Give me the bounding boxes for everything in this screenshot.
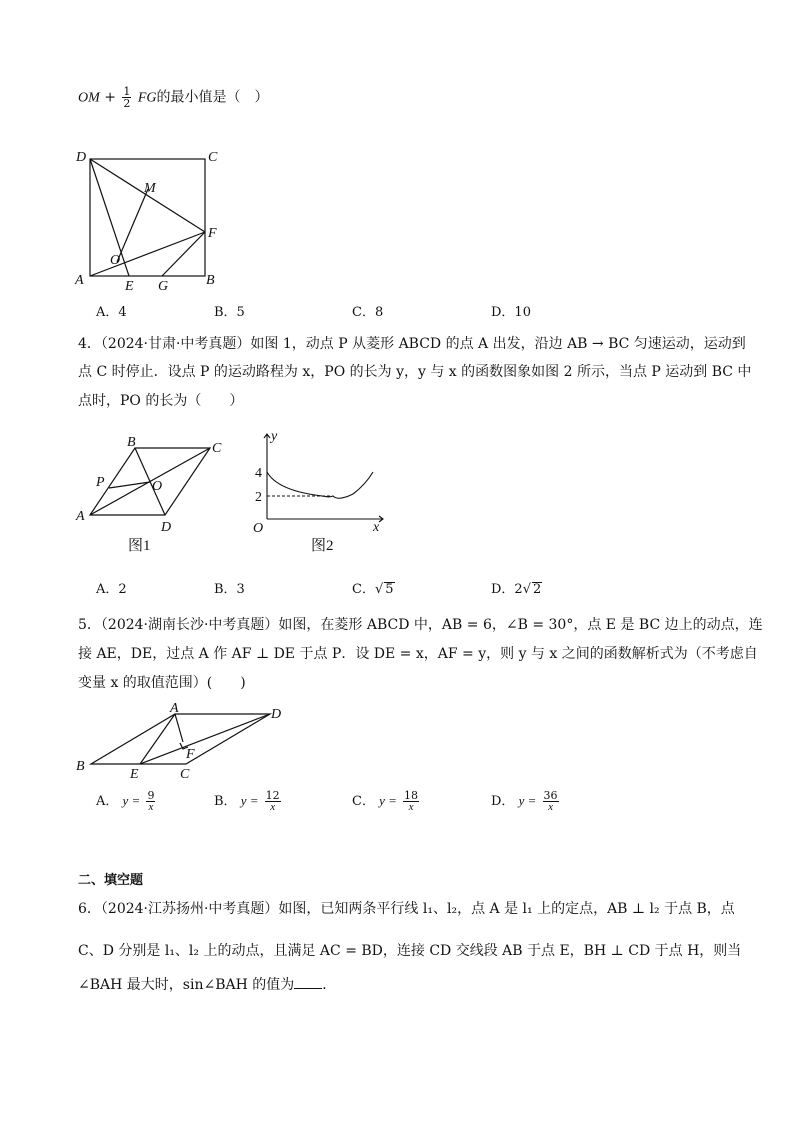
q5-option-c[interactable] [352,790,421,813]
q6-stem-line2: C、D 分别是 l₁、l₂ 上的动点，且满足 AC = BD，连接 CD 交线段 AB 于点 E，BH ⊥ CD 于点 H，则当 [78,943,742,959]
q5-option-d-num: 36 [543,789,558,802]
q4-fig1-label-o: O [152,479,163,494]
q5-option-a[interactable] [96,790,157,813]
q3-option-c[interactable]: C．8 [352,305,384,320]
q4-option-c-letter: C． [352,582,375,597]
section-fill-in-title: 二、填空题 [78,873,144,888]
q4-fig2-caption: 图2 [311,538,334,554]
q5-rhombus-figure [70,698,290,784]
q6-stem-line3 [78,975,336,995]
q5-rhombus [91,714,270,764]
q4-option-c[interactable]: C．√ 5 [352,582,394,597]
q5-option-b[interactable] [214,790,283,813]
q5-stem-line3: 变量 x 的取值范围）( ) [78,675,246,691]
q4-fig1-label-p: P [96,475,105,490]
q3-stem [78,86,269,109]
q5-option-a-num: 9 [147,789,155,802]
q5-option-a-lhs: y = [122,793,141,808]
q5-line-ae [140,714,175,764]
q5-option-d-lhs: y = [518,793,537,808]
q4-fig2-label-4: 4 [255,466,262,481]
q5-label-e: E [130,767,139,782]
q4-fig1-label-b: B [127,435,136,450]
q4-fig1-label-c: C [212,441,222,456]
q3-frac-den: 2 [123,97,131,110]
q3-option-a[interactable]: A．4 [96,305,127,320]
q4-function-curve [267,472,373,498]
q4-option-c-radicand: 5 [385,582,394,597]
q3-square-figure [70,145,230,295]
q5-label-b: B [76,759,85,774]
q3-label-g: G [158,279,169,294]
q4-fig2-graph [245,424,395,554]
q5-option-b-num: 12 [265,789,280,802]
q3-label-d: D [76,150,87,165]
q6-stem-line3-text: ∠BAH 最大时，sin∠BAH 的值为 [78,977,295,993]
q4-fig1-label-a: A [76,509,85,524]
q5-option-c-frac [403,790,419,813]
q4-stem-line2: 点 C 时停止．设点 P 的运动路程为 x，PO 的长为 y，y 与 x 的函数图象如图 2 所示，当点 P 运动到 BC 中 [78,364,752,380]
q3-line-om [117,189,148,262]
q5-option-d-frac [543,790,559,813]
q3-expr-fg: FG [137,90,157,106]
q3-fraction [122,86,131,109]
q4-stem-line1: 4．（2024·甘肃·中考真题）如图 1，动点 P 从菱形 ABCD 的点 A 出发，沿边 AB → BC 匀速运动，运动到 [78,336,746,352]
q5-option-d-letter: D． [491,794,515,809]
q4-fig2-label-x: x [373,520,380,535]
q4-fig2-label-o: O [253,521,264,536]
q3-stem-text: 的最小值是（ ） [156,89,269,106]
q3-label-a: A [75,273,84,288]
q5-label-d: D [271,707,282,722]
q3-label-c: C [208,150,218,165]
q3-option-b[interactable]: B．5 [214,305,245,320]
q4-fig1-label-d: D [161,520,172,535]
q3-label-m: M [144,181,156,196]
q5-stem-line2: 接 AE，DE，过点 A 作 AF ⊥ DE 于点 P．设 DE = x，AF = y，则 y 与 x 之间的函数解析式为（不考虑自 [78,646,758,662]
q4-fig2-label-2: 2 [255,490,262,505]
q4-option-d-radicand: 2 [533,582,542,597]
q4-fig2-label-y: y [271,429,278,444]
q4-option-d-letter: D．2 [491,582,523,597]
q5-option-c-num: 18 [404,789,419,802]
q3-label-b: B [206,273,215,288]
q4-option-b[interactable]: B．3 [214,582,245,597]
q5-option-d[interactable] [491,790,561,813]
q3-line-gf [162,232,205,276]
q6-answer-blank[interactable] [294,976,322,989]
q3-label-o: O [110,253,121,268]
q5-label-c: C [180,767,190,782]
q3-expr-om: OM [78,90,100,106]
q5-option-a-den: x [148,801,154,813]
q5-stem-line1: 5．（2024·湖南长沙·中考真题）如图，在菱形 ABCD 中，AB = 6，∠B = 30°，点 E 是 BC 边上的动点，连 [78,617,763,633]
q6-stem-line1: 6．（2024·江苏扬州·中考真题）如图，已知两条平行线 l₁、l₂，点 A 是 l₁ 上的定点，AB ⊥ l₂ 于点 B，点 [78,901,735,917]
q5-label-f: F [186,747,195,762]
q4-option-a[interactable]: A．2 [96,582,127,597]
q5-option-b-letter: B． [214,794,237,809]
q5-option-c-lhs: y = [379,793,397,808]
q5-label-a: A [170,701,179,716]
q5-option-c-den: x [408,801,414,813]
q4-fig1-caption: 图1 [128,538,151,554]
q5-option-b-frac [265,790,281,813]
q3-option-d[interactable]: D．10 [491,305,531,320]
q3-label-e: E [125,279,134,294]
q5-line-de [140,714,270,764]
q3-line-af [90,232,205,276]
q5-option-c-letter: C． [352,794,375,809]
q4-option-d[interactable]: D．2√ 2 [491,582,542,597]
q6-stem-line3-end: ． [322,977,337,993]
q4-stem-line3: 点时，PO 的长为（ ） [78,393,244,409]
q5-option-b-den: x [270,801,276,813]
q5-option-a-letter: A． [96,794,119,809]
q5-option-d-den: x [548,801,553,813]
q3-square [90,159,205,276]
q5-line-af [175,714,183,742]
q3-label-f: F [208,226,217,241]
q3-plus: + [104,89,116,106]
q5-option-a-frac [146,790,155,813]
q4-fig1-rhombus [68,432,238,554]
q5-option-b-lhs: y = [240,793,259,808]
q3-frac-num: 1 [123,85,131,98]
